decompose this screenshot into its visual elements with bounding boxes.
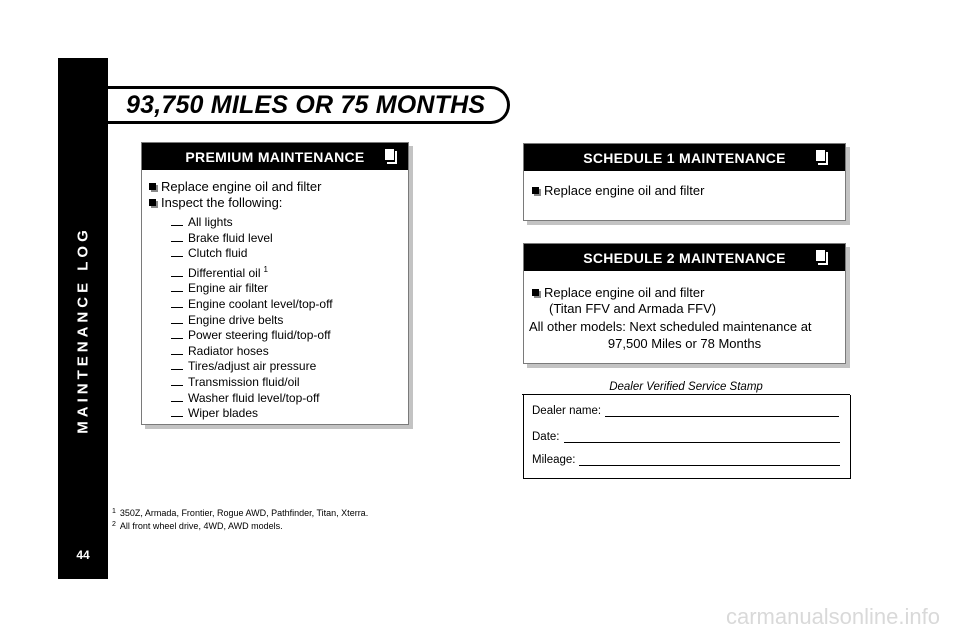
inspection-list	[149, 215, 408, 422]
task-item: Inspect the following:	[149, 195, 408, 211]
date-label: Date:	[532, 431, 560, 443]
premium-maintenance-box	[141, 142, 409, 425]
mileage-label: Mileage:	[532, 454, 576, 466]
checkbox-icon	[816, 150, 825, 161]
checkbox-icon	[385, 149, 394, 160]
other-models-note: All other models: Next scheduled maintenance at	[529, 319, 812, 334]
schedule-2-header	[524, 244, 845, 271]
inspection-item: Transmission fluid/oil	[149, 375, 408, 391]
checkbox-icon	[816, 250, 825, 261]
inspection-item: Engine drive belts	[149, 313, 408, 329]
task-note: (Titan FFV and Armada FFV)	[549, 301, 717, 316]
date-field[interactable]	[564, 431, 840, 443]
inspection-item: Engine air filter	[149, 281, 408, 297]
checkbox-icon[interactable]	[532, 187, 539, 194]
stamp-title: Dealer Verified Service Stamp	[609, 381, 763, 393]
inspection-item: Power steering fluid/top-off	[149, 328, 408, 344]
dealer-name-field[interactable]	[605, 405, 839, 417]
dealer-name-label: Dealer name:	[532, 405, 602, 417]
schedule-2-box	[523, 243, 846, 364]
checkbox-icon[interactable]	[532, 289, 539, 296]
schedule-1-box	[523, 143, 846, 221]
sidebar-title: MAINTENANCE LOG	[74, 226, 92, 434]
page-title: 93,750 MILES OR 75 MONTHS	[126, 90, 486, 119]
checkbox-icon[interactable]	[149, 199, 156, 206]
checkbox-icon[interactable]	[149, 183, 156, 190]
footnote-2: $^2$ All front wheel drive, 4WD, AWD models.	[112, 521, 283, 531]
premium-maintenance-title: PREMIUM MAINTENANCE	[185, 148, 365, 165]
schedule-1-title: SCHEDULE 1 MAINTENANCE	[583, 149, 786, 166]
premium-maintenance-header	[142, 143, 408, 170]
task-item: Replace engine oil and filter	[149, 179, 408, 195]
inspection-item: Clutch fluid	[149, 246, 408, 262]
inspection-item: Wiper blades	[149, 406, 408, 422]
inspection-item: Brake fluid level	[149, 231, 408, 247]
inspection-item: Washer fluid level/top-off	[149, 391, 408, 407]
inspection-item: Differential oil $^1$	[149, 262, 408, 282]
date-row	[532, 431, 840, 443]
next-maintenance: 97,500 Miles or 78 Months	[607, 336, 762, 351]
watermark: carmanualsonline.info	[725, 604, 940, 629]
page-number: 44	[76, 548, 90, 562]
schedule-2-title: SCHEDULE 2 MAINTENANCE	[583, 249, 786, 266]
mileage-row	[532, 454, 840, 466]
task-item: Replace engine oil and filter	[532, 285, 845, 301]
premium-content	[142, 170, 408, 422]
mileage-field[interactable]	[579, 454, 840, 466]
inspection-item: Tires/adjust air pressure	[149, 359, 408, 375]
inspection-item: All lights	[149, 215, 408, 231]
inspection-item: Radiator hoses	[149, 344, 408, 360]
inspection-item: Engine coolant level/top-off	[149, 297, 408, 313]
title-banner	[108, 86, 510, 124]
footnote-1: $^1$ 350Z, Armada, Frontier, Rogue AWD, Pathfinder, Titan, Xterra.	[112, 508, 369, 518]
dealer-stamp-box	[523, 395, 851, 479]
footnote-mark: 1	[263, 264, 268, 274]
task-item: Replace engine oil and filter	[532, 183, 845, 199]
schedule-1-header	[524, 144, 845, 171]
dealer-name-row	[532, 405, 839, 417]
